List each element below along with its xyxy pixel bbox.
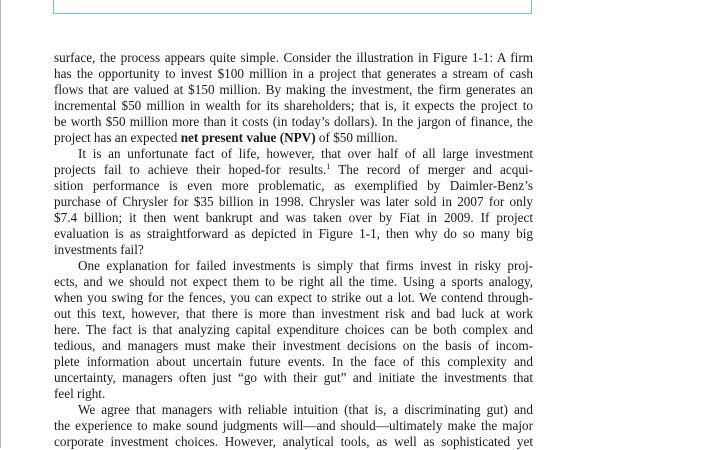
text-line: It is an unfortunate fact of life, however, that over half of all large investment: [78, 146, 533, 161]
text-line: flows that are valued at $150 million. By making the investment, the firm generates an: [54, 82, 533, 97]
paragraph-1: [54, 50, 533, 146]
text-run: project has an expected: [54, 130, 181, 145]
text-run: The record of merger and acqui-: [330, 162, 533, 177]
paragraph-3: [54, 258, 533, 402]
text-line: uncertainty, managers often just “go with their gut” and initiate the investments that: [54, 370, 533, 385]
text-line: feel right.: [54, 386, 106, 401]
text-line: when you swing for the fences, you can expect to strike out a lot. We contend through-: [54, 290, 533, 305]
text-line: tedious, and managers must make their investment decisions on the basis of incom-: [54, 338, 533, 353]
text-line: [54, 130, 533, 146]
text-line: $7.4 billion; it then went bankrupt and was taken over by Fiat in 2009. If project: [54, 210, 533, 225]
npv-term: net present value (NPV): [180, 130, 316, 145]
footnote-marker: 1: [326, 162, 331, 171]
text-line: purchase of Chrysler for $35 billion in 1998. Chrysler was later sold in 2007 for only: [54, 194, 533, 209]
text-line: evaluation is as straightforward as depicted in Figure 1-1, then why do so many big: [54, 226, 533, 241]
text-line: here. The fact is that analyzing capital expenditure choices can be both complex and: [54, 322, 533, 337]
text-line: incremental $50 million in wealth for its shareholders; that is, it expects the project to: [54, 98, 533, 113]
figure-box-bottom: [53, 0, 532, 14]
text-line: sition performance is even more problematic, as exemplified by Daimler-Benz’s: [54, 178, 533, 193]
text-line: plete information about uncertain future events. In the face of this complexity and: [54, 354, 533, 369]
text-run: projects fail to achieve their hoped-for results.: [54, 162, 327, 177]
text-line: the experience to make sound judgments will—and should—ultimately make the major: [54, 418, 533, 433]
page-left-edge: [0, 0, 1, 448]
text-line: corporate investment choices. However, analytical tools, as well as sophisticated yet: [54, 434, 533, 449]
paragraph-2: [54, 146, 533, 258]
text-line: be worth $50 million more than it costs (in today’s dollars). In the jargon of finance, the: [54, 114, 533, 129]
text-line: investments fail?: [54, 242, 144, 257]
paragraph-4: [54, 402, 533, 450]
text-line: out this text, however, that there is more than investment risk and bad luck at work: [54, 306, 533, 321]
text-run: of $50 million.: [315, 130, 398, 145]
text-line: has the opportunity to invest $100 million in a project that generates a stream of cash: [54, 66, 533, 81]
body-text: [54, 50, 533, 450]
text-line: We agree that managers with reliable intuition (that is, a discriminating gut) and: [78, 402, 533, 417]
text-line: One explanation for failed investments is simply that firms invest in risky proj-: [78, 258, 533, 273]
text-line: [54, 162, 533, 178]
text-line: surface, the process appears quite simple. Consider the illustration in Figure 1-1: A firm: [54, 50, 533, 65]
text-line: ects, and we should not expect them to be right all the time. Using a sports analogy,: [54, 274, 533, 289]
